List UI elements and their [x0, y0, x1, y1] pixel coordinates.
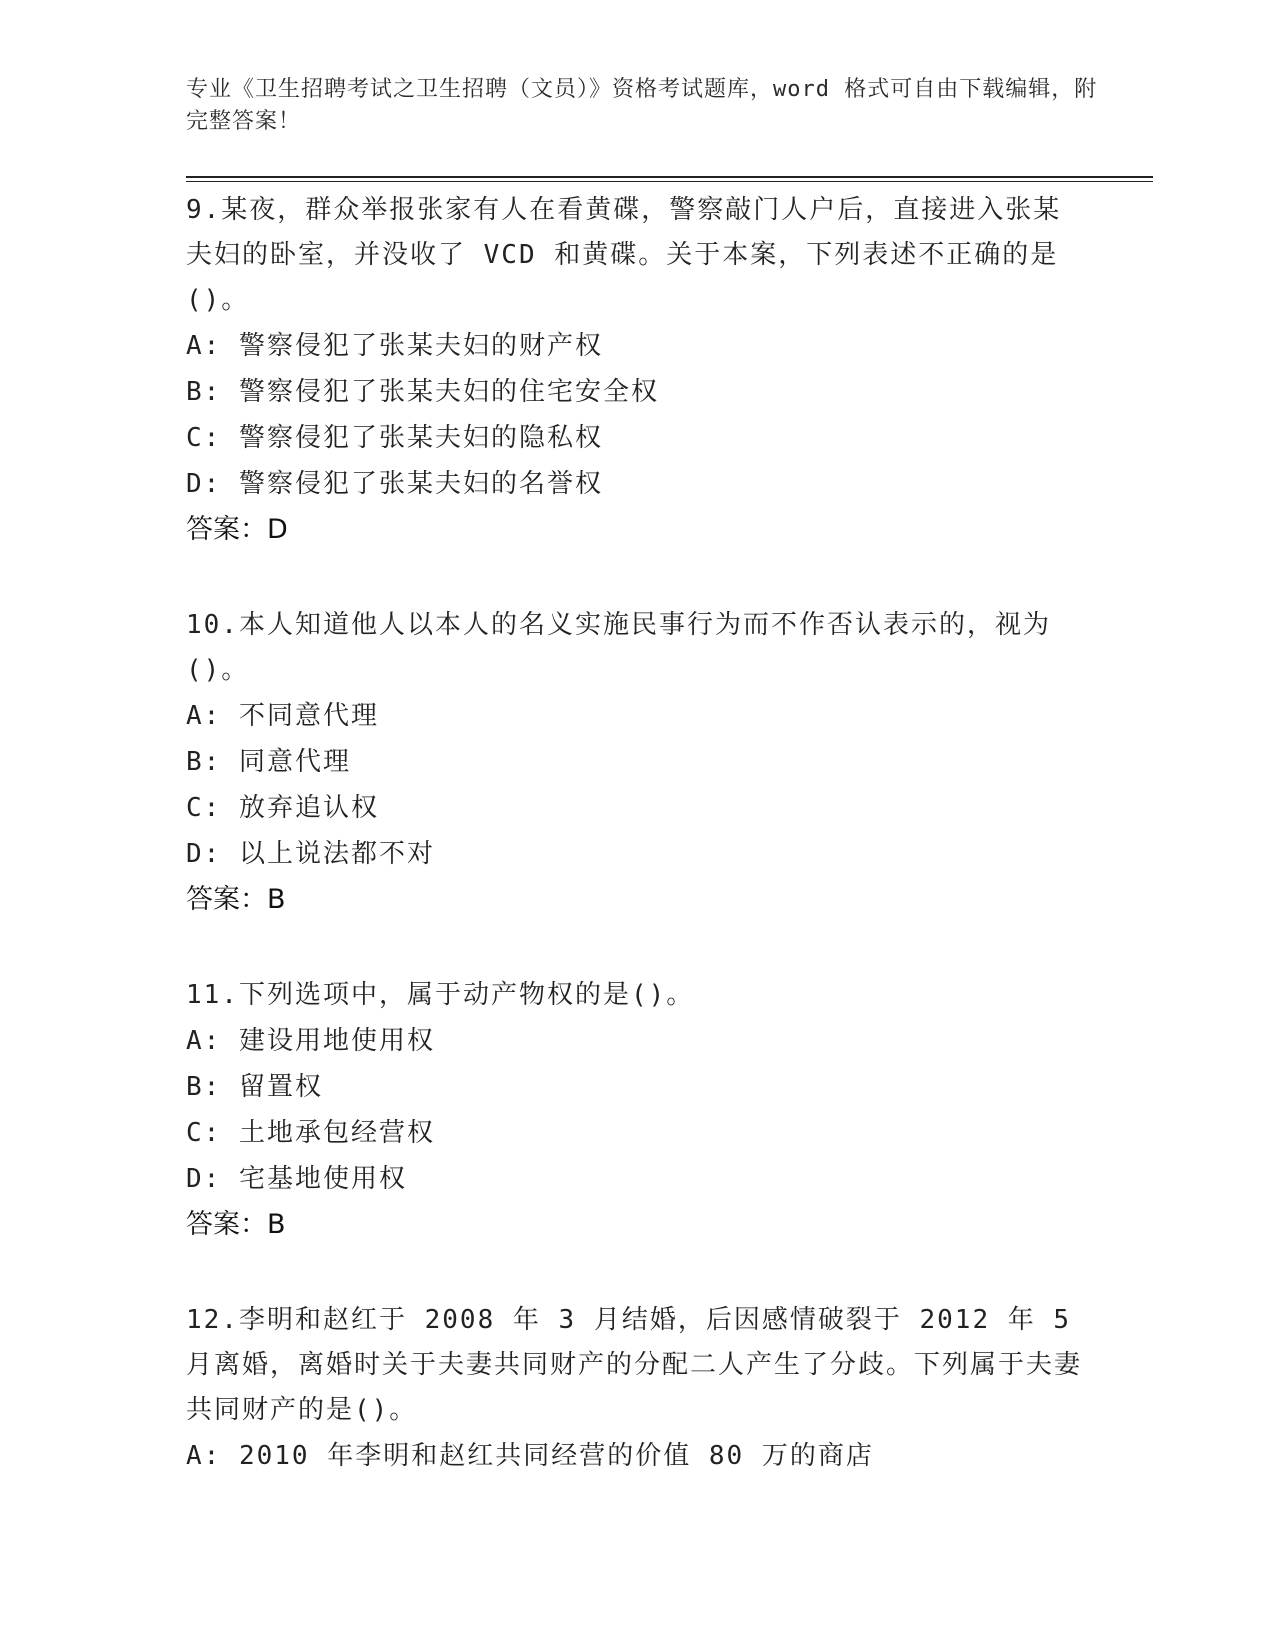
- question-12: [186, 1298, 1086, 1479]
- answer-label: 答案：: [186, 1209, 267, 1240]
- question-9: [186, 188, 1086, 553]
- answer-line: [186, 1202, 1086, 1248]
- option-a: A: 警察侵犯了张某夫妇的财产权: [186, 331, 603, 361]
- question-stem: 12.李明和赵红于 2008 年 3 月结婚，后因感情破裂于 2012 年 5 月离婚，离婚时关于夫妻共同财产的分配二人产生了分歧。下列属于夫妻共同财产的是()。: [186, 1305, 1083, 1425]
- option-d: D: 以上说法都不对: [186, 839, 435, 869]
- answer-value: B: [267, 1209, 286, 1240]
- option-a: A: 不同意代理: [186, 701, 379, 731]
- option-c: C: 土地承包经营权: [186, 1118, 435, 1148]
- document-header: 专业《卫生招聘考试之卫生招聘（文员）》资格考试题库，word 格式可自由下载编辑，附完整答案！: [186, 77, 1098, 134]
- option-d: D: 宅基地使用权: [186, 1164, 407, 1194]
- answer-value: B: [267, 884, 286, 915]
- option-b: B: 同意代理: [186, 747, 351, 777]
- header-divider-thin: [186, 181, 1153, 182]
- option-c: C: 警察侵犯了张某夫妇的隐私权: [186, 423, 603, 453]
- header-divider: [186, 176, 1153, 178]
- option-c: C: 放弃追认权: [186, 793, 379, 823]
- option-b: B: 警察侵犯了张某夫妇的住宅安全权: [186, 377, 659, 407]
- answer-line: [186, 507, 1086, 553]
- question-10: [186, 603, 1086, 923]
- answer-value: D: [267, 514, 288, 545]
- option-b: B: 留置权: [186, 1072, 323, 1102]
- question-11: [186, 973, 1086, 1248]
- answer-line: [186, 877, 1086, 923]
- question-stem: 9.某夜，群众举报张家有人在看黄碟，警察敲门人户后，直接进入张某夫妇的卧室，并没收了 VCD 和黄碟。关于本案，下列表述不正确的是()。: [186, 195, 1062, 315]
- answer-label: 答案：: [186, 514, 267, 545]
- option-d: D: 警察侵犯了张某夫妇的名誉权: [186, 469, 603, 499]
- question-list: [186, 188, 1086, 1529]
- question-stem: 10.本人知道他人以本人的名义实施民事行为而不作否认表示的，视为()。: [186, 610, 1051, 685]
- option-a: A: 建设用地使用权: [186, 1026, 435, 1056]
- option-a: A: 2010 年李明和赵红共同经营的价值 80 万的商店: [186, 1441, 874, 1471]
- question-stem: 11.下列选项中，属于动产物权的是()。: [186, 980, 695, 1010]
- answer-label: 答案：: [186, 884, 267, 915]
